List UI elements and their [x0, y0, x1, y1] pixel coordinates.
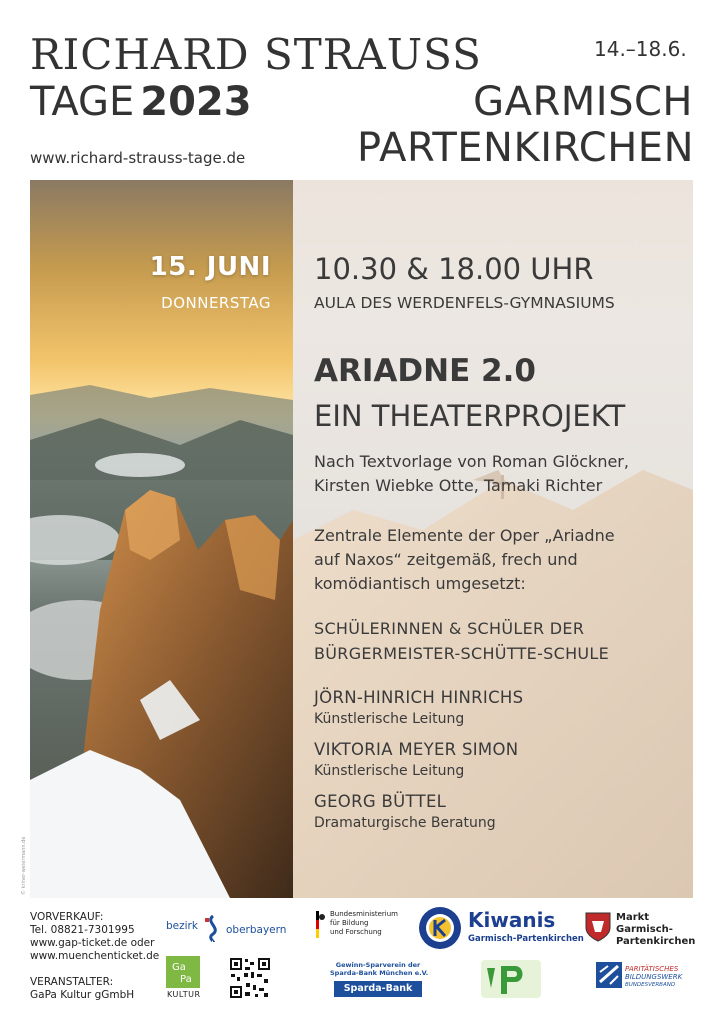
text-source — [314, 450, 629, 498]
mountain-summit-image — [30, 180, 293, 898]
event-time: 10.30 & 18.00 UHR — [314, 252, 594, 286]
presale-info — [30, 911, 159, 963]
kiwanis-logo[interactable] — [418, 906, 584, 950]
school-performers — [314, 616, 609, 666]
oberbayern-logo-text: oberbayern — [226, 924, 287, 936]
photo-credit: © kriner-weiermann.de — [21, 836, 27, 895]
credit-role: Künstlerische Leitung — [314, 763, 465, 779]
website-link[interactable]: www.richard-strauss-tage.de — [30, 149, 246, 167]
show-subtitle: EIN THEATERPROJEKT — [314, 399, 626, 433]
markt-gap-text: Markt Garmisch- Partenkirchen — [616, 912, 696, 947]
description-line: Zentrale Elemente der Oper „Ariadne — [314, 526, 615, 545]
kiwanis-name: Kiwanis — [468, 908, 556, 932]
event-weekday: DONNERSTAG — [161, 294, 271, 312]
festival-year: 2023 — [140, 79, 252, 125]
green-p-emblem-icon — [479, 958, 543, 1000]
sparda-bank-logo[interactable] — [330, 961, 429, 1001]
bezirk-emblem-icon — [203, 914, 223, 942]
festival-subtitle — [30, 79, 252, 125]
paritaet-text: PARITÄTISCHES BILDUNGSWERK BUNDESVERBAND — [625, 965, 683, 988]
kiwanis-emblem-icon — [418, 906, 462, 950]
organizer-name: GaPa Kultur gGmbH — [30, 989, 135, 1001]
credit-name: JÖRN-HINRICH HINRICHS — [314, 688, 524, 707]
coat-of-arms-icon — [585, 912, 611, 942]
bmbf-logo[interactable] — [310, 909, 405, 943]
credit-role: Künstlerische Leitung — [314, 711, 465, 727]
description-line: komödiantisch umgesetzt: — [314, 574, 526, 593]
paritaet-emblem-icon — [596, 962, 622, 990]
event-venue: AULA DES WERDENFELS-GYMNASIUMS — [314, 294, 615, 312]
bmbf-text: Bundesministerium für Bildung und Forschung — [330, 910, 398, 936]
qr-code-icon — [229, 957, 271, 999]
gap-p-logo[interactable] — [479, 958, 543, 1000]
kiwanis-subtitle: Garmisch-Partenkirchen — [468, 934, 584, 944]
gapa-kultur-text: KULTUR — [167, 990, 201, 999]
federal-eagle-icon — [310, 911, 326, 939]
credit-name: GEORG BÜTTEL — [314, 792, 447, 811]
text-source-line: Nach Textvorlage von Roman Glöckner, — [314, 452, 629, 471]
bezirk-oberbayern-logo[interactable] — [166, 910, 291, 944]
sparda-bank-name: Sparda-Bank — [343, 983, 413, 994]
festival-title: RICHARD STRAUSS — [30, 30, 482, 79]
credit-name: VIKTORIA MEYER SIMON — [314, 740, 519, 759]
qr-code[interactable] — [229, 957, 271, 999]
gapa-emblem-icon — [166, 956, 200, 988]
school-line: BÜRGERMEISTER-SCHÜTTE-SCHULE — [314, 644, 610, 663]
sparda-verein-text: Gewinn-Sparverein der Sparda-Bank München e.V. — [330, 961, 429, 977]
description — [314, 524, 615, 596]
credit-role: Dramaturgische Beratung — [314, 815, 496, 831]
organizer-info — [30, 976, 134, 1002]
bezirk-logo-text: bezirk — [166, 920, 198, 932]
presale-phone[interactable]: Tel. 08821-7301995 — [30, 924, 135, 936]
show-title: ARIADNE 2.0 — [314, 353, 536, 389]
sparda-bank-bar — [334, 981, 422, 997]
school-line: SCHÜLERINNEN & SCHÜLER DER — [314, 619, 585, 638]
gapa-kultur-logo[interactable] — [166, 956, 200, 1002]
mountain-photo-left — [30, 180, 293, 898]
paritaetisches-bildungswerk-logo[interactable] — [596, 962, 696, 998]
place-line2: PARTENKIRCHEN — [357, 125, 694, 171]
festival-dates: 14.–18.6. — [594, 37, 687, 61]
description-line: auf Naxos“ zeitgemäß, frech und — [314, 550, 578, 569]
place-line1: GARMISCH — [473, 79, 693, 125]
presale-web-link[interactable]: www.gap-ticket.de oder — [30, 937, 155, 949]
organizer-label: VERANSTALTER: — [30, 976, 114, 988]
presale-web-link[interactable]: www.muenchenticket.de — [30, 950, 160, 962]
festival-word: TAGE — [30, 79, 135, 125]
presale-label: VORVERKAUF: — [30, 911, 104, 923]
event-date: 15. JUNI — [149, 252, 271, 282]
text-source-line: Kirsten Wiebke Otte, Tamaki Richter — [314, 476, 603, 495]
svg-text:Ga: Ga — [172, 962, 186, 973]
svg-text:Pa: Pa — [180, 974, 192, 985]
markt-gap-logo[interactable] — [585, 910, 695, 950]
